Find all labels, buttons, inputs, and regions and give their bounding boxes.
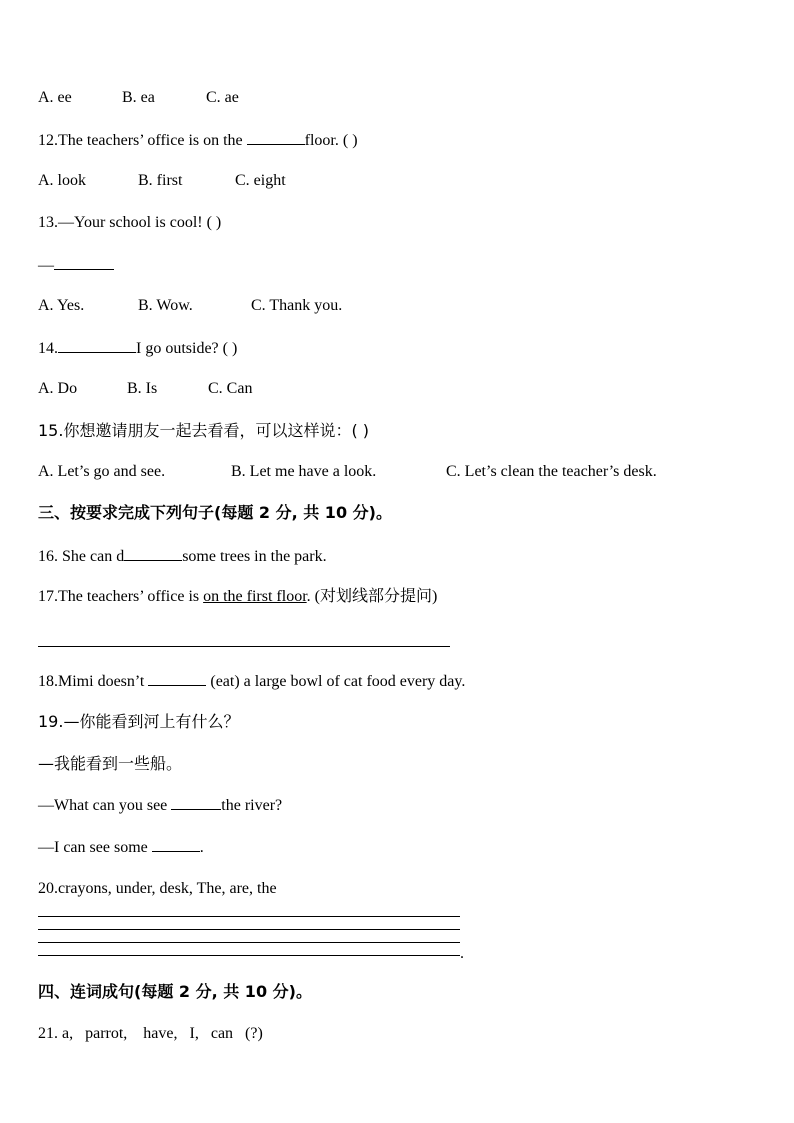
q11-option-b[interactable]: B. ea [122,89,155,106]
q12-text-after: floor. ( ) [304,132,358,149]
q15-option-a[interactable]: A. Let’s go and see. [38,463,166,480]
q19-chinese-answer: —我能看到一些船。 [38,754,183,773]
q20-answer-line-2[interactable] [38,929,460,930]
section-3-title: 三、按要求完成下列句子(每题 2 分, 共 10 分)。 [38,503,392,522]
q12-question [38,130,358,151]
q15-options [38,462,657,482]
q16-question [38,546,327,567]
q12-blank[interactable] [247,130,305,145]
q19-english-question [38,795,282,816]
section-4-title: 四、连词成句(每题 2 分, 共 10 分)。 [38,982,312,1001]
q12-option-a[interactable]: A. look [38,172,86,189]
q18-blank[interactable] [148,671,206,686]
q18-question [38,671,465,692]
q13-dash: — [38,257,54,274]
q19-en-answer-before: —I can see some [38,839,152,856]
q19-blank-1[interactable] [171,795,221,810]
q19-en-question-before: —What can you see [38,797,172,814]
q13-options [38,296,342,316]
q14-text-after: I go outside? ( ) [136,340,238,357]
q12-number: 12. [38,132,58,149]
q14-option-a[interactable]: A. Do [38,380,78,397]
q13-option-c[interactable]: C. Thank you. [251,297,343,314]
q17-text-after: . (对划线部分提问) [306,588,438,605]
q17-answer-line[interactable] [38,646,450,647]
q16-blank[interactable] [124,546,182,561]
q19-english-answer [38,837,204,858]
q14-question [38,338,237,359]
q14-option-c[interactable]: C. Can [208,380,253,397]
q13-option-b[interactable]: B. Wow. [138,297,193,314]
q17-underlined-phrase: on the first floor [203,588,307,605]
q17-text-before: 17.The teachers’ office is [38,588,204,605]
q18-text-before: 18.Mimi doesn’t [38,673,149,690]
q16-text-before: 16. She can d [38,548,125,565]
q12-text-before: The teachers’ office is on the [58,132,247,149]
q14-blank[interactable] [58,338,136,353]
q12-options [38,171,286,191]
q15-option-c[interactable]: C. Let’s clean the teacher’s desk. [446,463,657,480]
q18-text-after: (eat) a large bowl of cat food every day. [206,673,466,690]
q12-option-c[interactable]: C. eight [235,172,286,189]
q12-option-b[interactable]: B. first [138,172,183,189]
q14-option-b[interactable]: B. Is [127,380,158,397]
q20-question: 20.crayons, under, desk, The, are, the [38,880,277,897]
q19-chinese-question: 19.—你能看到河上有什么？ [38,712,240,731]
q19-en-answer-after: . [199,839,204,856]
q19-en-question-after: the river? [221,797,283,814]
q17-question [38,587,437,607]
q13-answer-line [38,255,114,276]
q13-blank[interactable] [54,255,114,270]
q11-options [38,88,239,108]
q19-blank-2[interactable] [152,837,200,852]
q20-answer-line-4[interactable] [38,955,460,956]
q13-option-a[interactable]: A. Yes. [38,297,85,314]
q16-text-after: some trees in the park. [182,548,327,565]
q14-number: 14. [38,340,58,357]
q14-options [38,379,252,399]
q20-answer-line-3[interactable] [38,942,460,943]
q15-option-b[interactable]: B. Let me have a look. [231,463,377,480]
q21-question: 21. a, parrot, have, I, can (?) [38,1025,263,1042]
q13-question: 13.—Your school is cool! ( ) [38,214,222,231]
q20-period: . [460,945,464,962]
q15-question: 15.你想邀请朋友一起去看看，可以这样说：( ) [38,421,370,440]
q20-answer-line-1[interactable] [38,916,460,917]
q11-option-a[interactable]: A. ee [38,89,72,106]
q11-option-c[interactable]: C. ae [206,89,239,106]
